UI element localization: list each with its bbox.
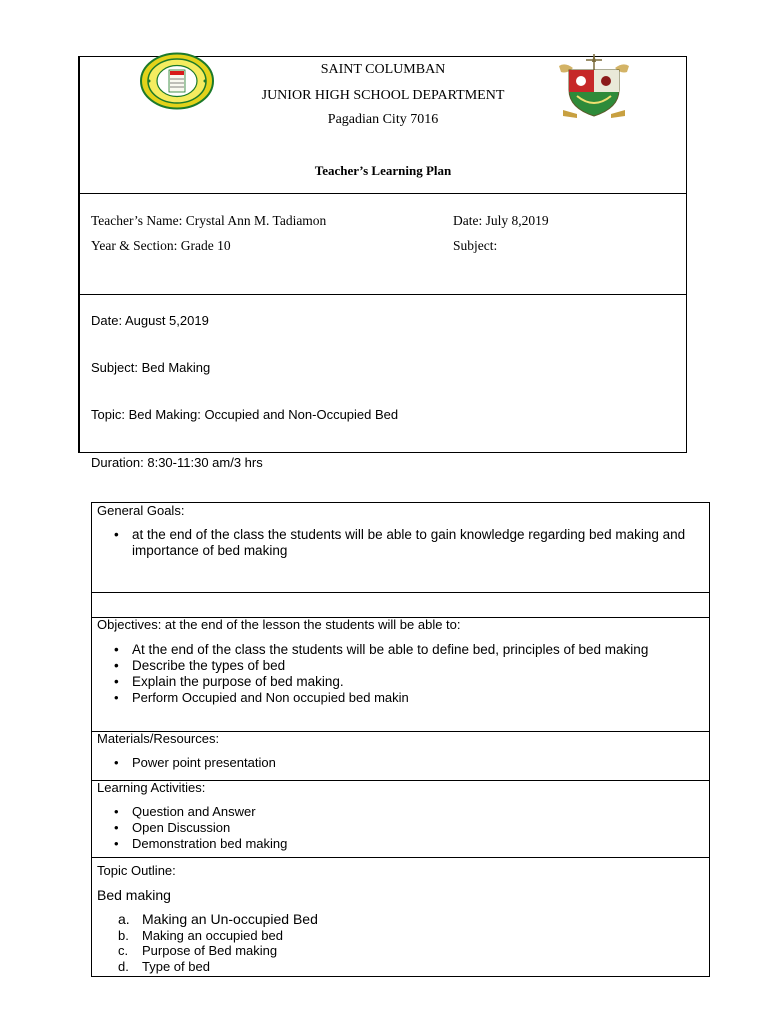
activities-title: Learning Activities: — [97, 780, 206, 795]
lesson-subject: Subject: Bed Making — [91, 360, 211, 375]
objectives-title: Objectives: at the end of the lesson the students will be able to: — [97, 617, 461, 632]
department-name: JUNIOR HIGH SCHOOL DEPARTMENT — [261, 88, 505, 103]
list-item: • At the end of the class the students will be able to define bed, principles of bed making — [114, 642, 649, 657]
outline-title: Topic Outline: — [97, 863, 176, 878]
year-section: Year & Section: Grade 10 — [91, 238, 231, 253]
header-divider-2 — [79, 294, 687, 295]
table-divider-1 — [91, 592, 710, 593]
school-city: Pagadian City 7016 — [327, 112, 439, 127]
materials-title: Materials/Resources: — [97, 731, 220, 746]
header-divider-1 — [79, 193, 687, 194]
list-item: • Power point presentation — [114, 755, 276, 770]
school-name: SAINT COLUMBAN — [320, 62, 446, 77]
subject-field: Subject: — [453, 238, 498, 253]
list-item: b. Making an occupied bed — [118, 927, 283, 943]
outline-heading: Bed making — [97, 887, 171, 903]
materials-list — [114, 755, 694, 771]
list-item: • at the end of the class the students will be able to gain knowledge regarding bed making and importance of bed making — [114, 527, 686, 558]
list-item: • Demonstration bed making — [114, 836, 288, 851]
list-item: • Open Discussion — [114, 820, 231, 835]
lesson-date: Date: August 5,2019 — [91, 313, 209, 328]
general-goals-list — [114, 527, 694, 559]
table-divider-5 — [91, 857, 710, 858]
activities-list — [114, 804, 694, 852]
general-goals-title: General Goals: — [97, 503, 185, 518]
list-item: d. Type of bed — [118, 958, 210, 974]
outline-list — [114, 912, 318, 974]
list-item: • Question and Answer — [114, 804, 256, 819]
list-item: • Perform Occupied and Non occupied bed makin — [114, 690, 409, 705]
plan-title: Teacher’s Learning Plan — [314, 163, 452, 178]
lesson-topic: Topic: Bed Making: Occupied and Non-Occupied Bed — [91, 407, 399, 422]
list-item: • Describe the types of bed — [114, 658, 286, 673]
teacher-name: Teacher’s Name: Crystal Ann M. Tadiamon — [91, 213, 327, 228]
list-item: c. Purpose of Bed making — [118, 943, 278, 958]
list-item: • Explain the purpose of bed making. — [114, 674, 344, 689]
objectives-list — [114, 642, 694, 706]
list-item: a. Making an Un-occupied Bed — [118, 911, 318, 927]
plan-date: Date: July 8,2019 — [453, 213, 549, 228]
lesson-duration: Duration: 8:30-11:30 am/3 hrs — [91, 455, 263, 470]
